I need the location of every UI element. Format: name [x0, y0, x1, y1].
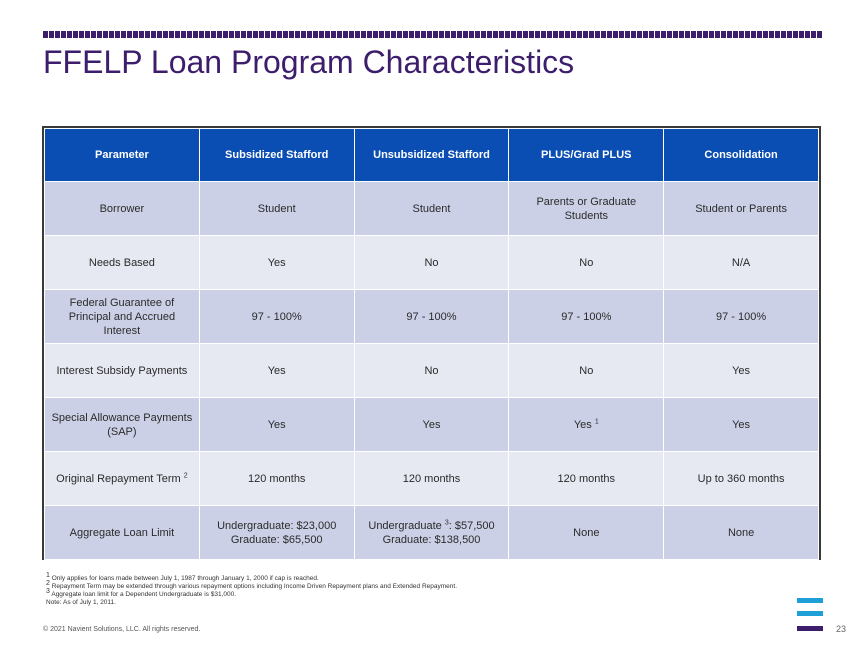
- page-title: FFELP Loan Program Characteristics: [43, 44, 575, 80]
- row-parameter: Aggregate Loan Limit: [45, 506, 200, 560]
- row-parameter: Federal Guarantee of Principal and Accrued Interest: [45, 290, 200, 344]
- table-cell: No: [354, 236, 509, 290]
- navient-stripes-icon: [797, 598, 823, 636]
- table-cell: 97 - 100%: [664, 290, 819, 344]
- table-cell: Parents or Graduate Students: [509, 182, 664, 236]
- table-cell: 120 months: [509, 452, 664, 506]
- row-parameter: Needs Based: [45, 236, 200, 290]
- table-cell: [199, 506, 354, 560]
- header-parameter: Parameter: [45, 129, 200, 182]
- footnote-text: Only applies for loans made between July 1, 1987 through January 1, 2000 if cap is reached.: [51, 575, 319, 582]
- footnotes: [46, 571, 746, 607]
- cell-text: Yes: [573, 418, 592, 431]
- footnote-text: Repayment Term may be extended through various repayment options including Income Driven Repayment plans and Extended Repayment.: [51, 583, 457, 590]
- table-cell: No: [509, 236, 664, 290]
- footnote-text: Aggregate loan limit for a Dependent Undergraduate is $31,000.: [51, 591, 237, 598]
- table-cell: 97 - 100%: [354, 290, 509, 344]
- header-consolidation: Consolidation: [664, 129, 819, 182]
- footnote-marker: 1: [594, 417, 599, 425]
- copyright-text: © 2021 Navient Solutions, LLC. All rights reserved.: [43, 626, 201, 633]
- footnote-1: [46, 571, 746, 583]
- table-cell: [509, 398, 664, 452]
- table-cell: Yes: [199, 398, 354, 452]
- table-cell: Yes: [354, 398, 509, 452]
- header-plus-grad-plus: PLUS/Grad PLUS: [509, 129, 664, 182]
- table-cell: Yes: [664, 344, 819, 398]
- footnote-number: 1: [46, 571, 50, 579]
- footnote-number: 3: [46, 587, 50, 595]
- cell-line: Graduate: $65,500: [230, 533, 323, 546]
- table-cell: 120 months: [199, 452, 354, 506]
- cell-text: Undergraduate: [368, 519, 442, 532]
- table-row: [45, 344, 819, 398]
- table-cell: 120 months: [354, 452, 509, 506]
- table-cell: Student: [199, 182, 354, 236]
- cell-line: Undergraduate: $23,000: [217, 519, 337, 532]
- cell-line: Graduate: $138,500: [382, 533, 481, 546]
- table-cell: No: [509, 344, 664, 398]
- table-row: [45, 506, 819, 560]
- table-cell: None: [509, 506, 664, 560]
- header-subsidized-stafford: Subsidized Stafford: [199, 129, 354, 182]
- table-cell: Up to 360 months: [664, 452, 819, 506]
- footnote-number: 2: [46, 579, 50, 587]
- cell-line: [359, 519, 505, 533]
- footnote-2: [46, 579, 746, 591]
- table-cell: [354, 506, 509, 560]
- table-row: [45, 182, 819, 236]
- table-row: [45, 452, 819, 506]
- footnote-3: [46, 587, 746, 599]
- row-parameter: Borrower: [45, 182, 200, 236]
- row-parameter: Special Allowance Payments (SAP): [45, 398, 200, 452]
- header-unsubsidized-stafford: Unsubsidized Stafford: [354, 129, 509, 182]
- cell-text: Original Repayment Term: [56, 472, 181, 485]
- table-cell: Yes: [199, 236, 354, 290]
- table-header-row: [45, 129, 819, 182]
- loan-characteristics-table: [42, 126, 821, 560]
- table-row: [45, 290, 819, 344]
- cell-text: : $57,500: [448, 519, 495, 532]
- table-cell: 97 - 100%: [199, 290, 354, 344]
- table-cell: Yes: [664, 398, 819, 452]
- table-cell: No: [354, 344, 509, 398]
- table-cell: Student: [354, 182, 509, 236]
- table-cell: N/A: [664, 236, 819, 290]
- row-parameter: Interest Subsidy Payments: [45, 344, 200, 398]
- table-cell: None: [664, 506, 819, 560]
- footnote-marker: 2: [183, 471, 188, 479]
- table-cell: 97 - 100%: [509, 290, 664, 344]
- table-cell: Yes: [199, 344, 354, 398]
- table-row: [45, 398, 819, 452]
- table-row: [45, 236, 819, 290]
- footnote-note: Note: As of July 1, 2011.: [46, 599, 116, 606]
- table-cell: Student or Parents: [664, 182, 819, 236]
- title-divider-bar: [43, 31, 822, 38]
- page-number: 23: [836, 624, 847, 634]
- footnote-marker: 3: [444, 518, 449, 526]
- row-parameter: [45, 452, 200, 506]
